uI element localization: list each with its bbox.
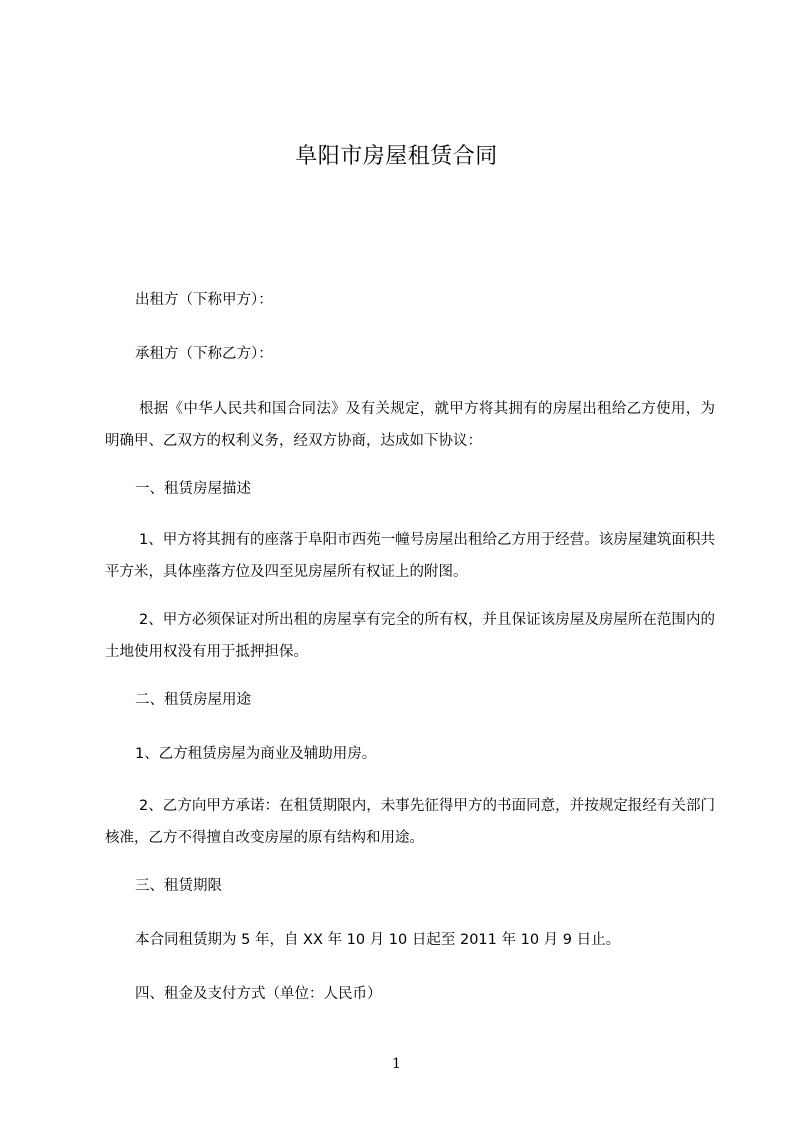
section-3-body: 本合同租赁期为 5 年，自 XX 年 10 月 10 日起至 2011 年 10 月 9 日止。	[135, 932, 621, 948]
preamble-paragraph: 根据《中华人民共和国合同法》及有关规定，就甲方将其拥有的房屋出租给乙方使用，为明确甲、乙双方的权利义务，经双方协商，达成如下协议：	[105, 401, 715, 449]
section-3-heading: 三、租赁期限	[135, 878, 222, 894]
section-2-item-2: 2、乙方向甲方承诺：在租赁期限内，未事先征得甲方的书面同意，并按规定报经有关部门核准，乙方不得擅自改变房屋的原有结构和用途。	[105, 798, 715, 846]
section-1-item-2: 2、甲方必须保证对所出租的房屋享有完全的所有权，并且保证该房屋及房屋所在范围内的土地使用权没有用于抵押担保。	[105, 612, 715, 660]
section-4-heading: 四、租金及支付方式（单位：人民币）	[135, 986, 382, 1002]
section-2-heading: 二、租赁房屋用途	[135, 692, 251, 708]
lessor-line: 出租方（下称甲方）：	[135, 292, 273, 308]
page-number: 1	[392, 1056, 401, 1072]
section-2-item-1: 1、乙方租赁房屋为商业及辅助用房。	[135, 746, 377, 762]
section-1-item-1: 1、甲方将其拥有的座落于阜阳市西苑一幢号房屋出租给乙方用于经营。该房屋建筑面积共平方米，具体座落方位及四至见房屋所有权证上的附图。	[105, 532, 715, 580]
document-title: 阜阳市房屋租赁合同	[295, 144, 498, 169]
lessee-line: 承租方（下称乙方）：	[135, 346, 273, 362]
section-1-heading: 一、租赁房屋描述	[135, 481, 251, 497]
